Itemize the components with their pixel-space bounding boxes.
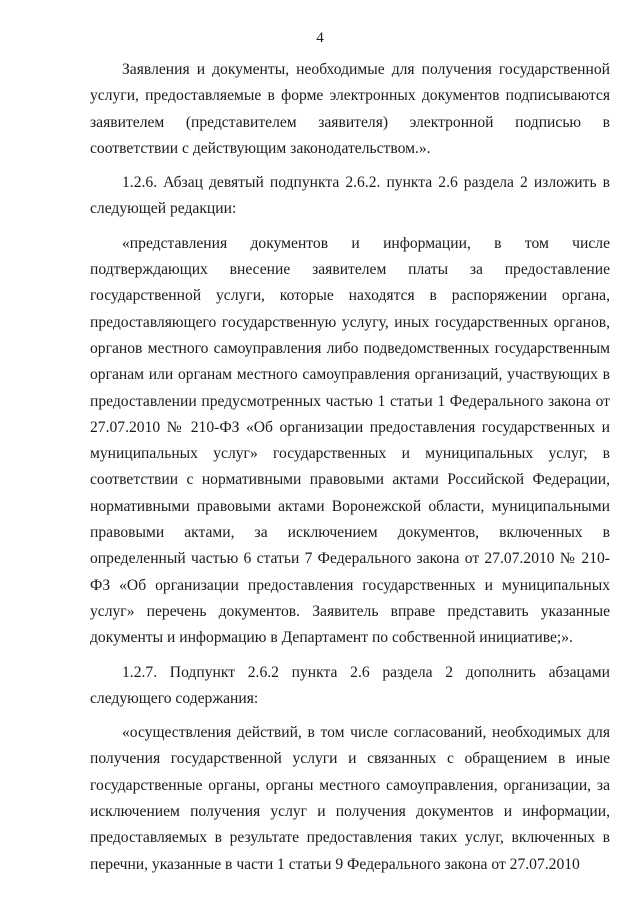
document-body bbox=[90, 57, 610, 878]
paragraph-actions-approvals: «осуществления действий, в том числе согласований, необходимых для получения государственной услуги и связанных с обращением в иные государственные органы, органы местного самоуправления, организации, за исключением получения услуг и получения документов и информации, предоставляемых в результате предоставления таких услуг, включенных в перечни, указанные в части 1 статьи 9 Федерального закона от 27.07.2010 bbox=[90, 724, 610, 873]
paragraph-1-2-6: 1.2.6. Абзац девятый подпункта 2.6.2. пункта 2.6 раздела 2 изложить в следующей редакции: bbox=[90, 174, 610, 218]
paragraph-1-2-7: 1.2.7. Подпункт 2.6.2 пункта 2.6 раздела 2 дополнить абзацами следующего содержания: bbox=[90, 663, 610, 707]
page-number: 4 bbox=[316, 30, 324, 46]
paragraph-electronic-signature: Заявления и документы, необходимые для получения государственной услуги, предоставляемые в форме электронных документов подписываются заявителем (представителем заявителя) электронной подписью в соответствии с действующим законодательством.». bbox=[90, 61, 610, 157]
paragraph-documents-information: «представления документов и информации, в том числе подтверждающих внесение заявителем платы за предоставление государственной услуги, которые находятся в распоряжении органа, предоставляющего государственную услугу, иных государственных органов, органов местного самоуправления либо подведомственных государственным органам или органам местного самоуправления организаций, участвующих в предоставлении предусмотренных частью 1 статьи 1 Федерального закона от 27.07.2010 № 210-ФЗ «Об организации предоставления государственных и муниципальных услуг» государственных и муниципальных услуг, в соответствии с нормативными правовыми актами Российской Федерации, нормативными правовыми актами Воронежской области, муниципальными правовыми актами, за исключением документов, включенных в определенный частью 6 статьи 7 Федерального закона от 27.07.2010 № 210-ФЗ «Об организации предоставления государственных и муниципальных услуг» перечень документов. Заявитель вправе представить указанные документы и информацию в Департамент по собственной инициативе;». bbox=[90, 234, 610, 647]
